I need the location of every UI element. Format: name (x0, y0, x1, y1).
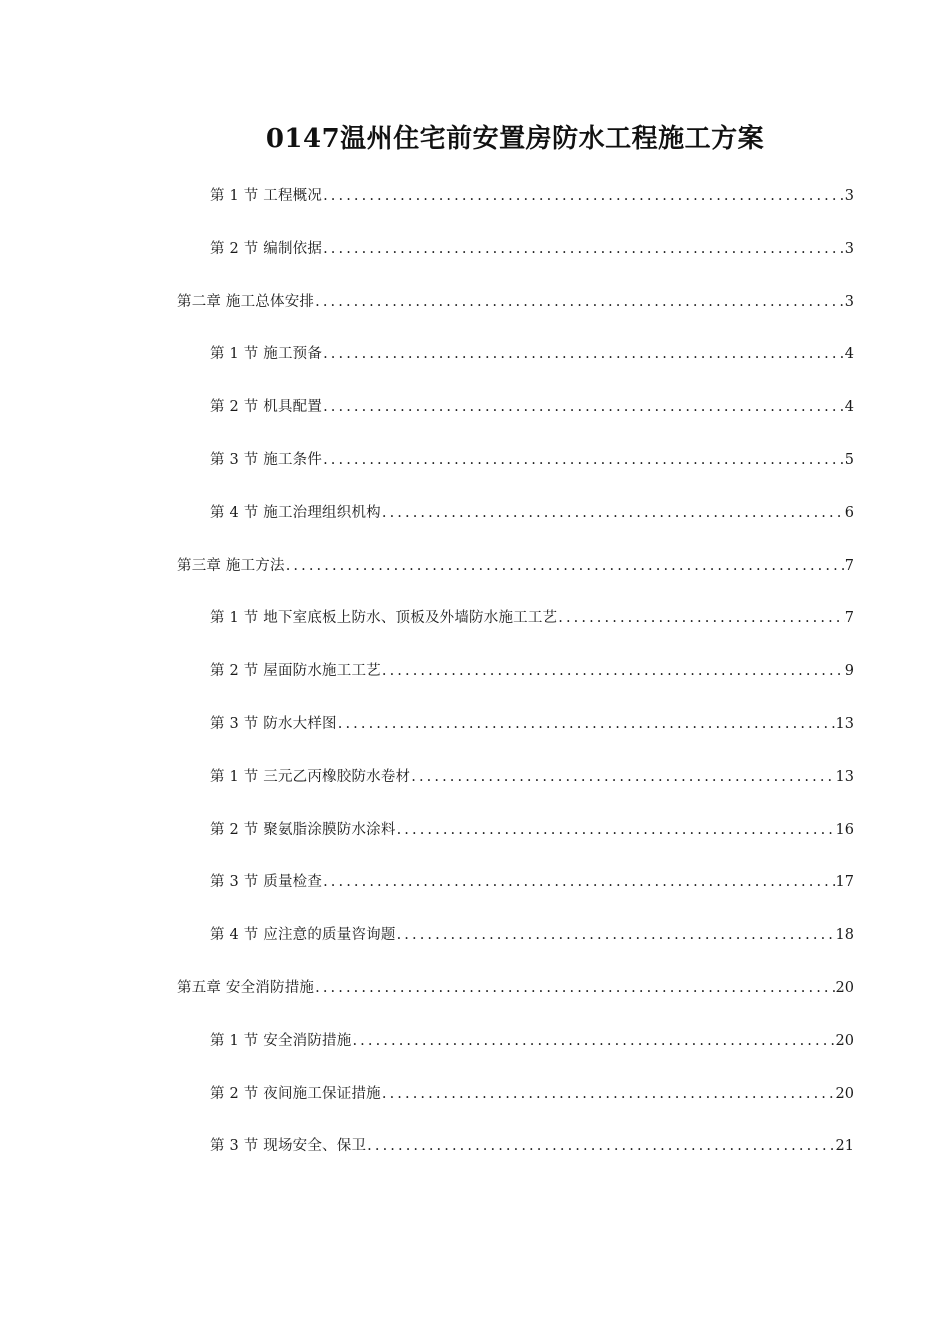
toc-section-entry[interactable] (210, 712, 854, 736)
toc-dot-leader (337, 712, 836, 736)
toc-page-number: 21 (835, 1138, 854, 1155)
toc-page-number: 13 (835, 768, 854, 785)
toc-dot-leader (322, 342, 845, 366)
toc-page-number: 13 (835, 716, 854, 732)
toc-dot-leader (381, 1082, 836, 1106)
toc-section-entry[interactable] (210, 659, 854, 683)
toc-dot-leader (351, 1029, 835, 1053)
toc-page-number: 6 (844, 504, 854, 521)
toc-section-entry[interactable] (210, 765, 854, 789)
toc-section-entry[interactable] (210, 1029, 854, 1053)
toc-entry-label: 第 2 节 夜间施工保证措施 (210, 1085, 381, 1102)
toc-chapter-entry[interactable] (177, 290, 854, 314)
toc-dot-leader (381, 659, 845, 683)
toc-page-number: 20 (835, 980, 854, 996)
toc-entry-label: 第三章 施工方法 (177, 557, 285, 574)
toc-entry-label: 第 2 节 编制依据 (210, 240, 323, 257)
toc-entry-label: 第 1 节 三元乙丙橡胶防水卷材 (210, 768, 411, 785)
toc-entry-label: 第 1 节 工程概况 (210, 188, 323, 204)
toc-page-number: 9 (844, 663, 854, 680)
toc-page-number: 4 (844, 346, 854, 363)
toc-chapter-entry[interactable] (177, 554, 854, 578)
toc-dot-leader (314, 290, 845, 314)
toc-dot-leader (322, 870, 835, 894)
toc-section-entry[interactable] (210, 395, 854, 419)
toc-dot-leader (410, 765, 835, 789)
toc-dot-leader (396, 818, 836, 842)
toc-dot-leader (396, 923, 836, 947)
toc-section-entry[interactable] (210, 448, 854, 472)
toc-section-entry[interactable] (210, 342, 854, 366)
toc-section-entry[interactable] (210, 1134, 854, 1158)
toc-entry-label: 第 3 节 防水大样图 (210, 716, 337, 732)
toc-entry-label: 第 3 节 质量检查 (210, 874, 323, 891)
toc-section-entry[interactable] (210, 818, 854, 842)
toc-dot-leader (366, 1134, 835, 1158)
toc-page-number: 5 (844, 452, 854, 468)
toc-page-number: 7 (844, 610, 854, 627)
toc-dot-leader (381, 501, 845, 525)
toc-page-number: 18 (835, 927, 854, 944)
toc-dot-leader (285, 554, 845, 578)
toc-page-number: 7 (844, 557, 854, 574)
toc-dot-leader (322, 395, 845, 419)
toc-entry-label: 第 4 节 应注意的质量咨询题 (210, 927, 396, 944)
toc-page-number: 3 (844, 240, 854, 257)
toc-entry-label: 第 1 节 地下室底板上防水、顶板及外墙防水施工工艺 (210, 610, 558, 627)
toc-section-entry[interactable] (210, 870, 854, 894)
toc-entry-label: 第 1 节 施工预备 (210, 346, 323, 363)
toc-dot-leader (322, 184, 845, 208)
toc-entry-label: 第 1 节 安全消防措施 (210, 1032, 352, 1049)
toc-section-entry[interactable] (210, 237, 854, 261)
toc-page-number: 3 (844, 293, 854, 310)
toc-dot-leader (322, 448, 845, 472)
toc-page-number: 3 (844, 188, 854, 204)
toc-section-entry[interactable] (210, 184, 854, 208)
toc-page-number: 20 (835, 1032, 854, 1049)
toc-entry-label: 第五章 安全消防措施 (177, 980, 315, 996)
toc-section-entry[interactable] (210, 923, 854, 947)
toc-entry-label: 第 2 节 机具配置 (210, 399, 323, 416)
toc-page-number: 4 (844, 399, 854, 416)
toc-dot-leader (314, 976, 835, 1000)
toc-entry-label: 第 3 节 施工条件 (210, 452, 323, 468)
toc-page-number: 20 (835, 1085, 854, 1102)
toc-entry-label: 第 2 节 聚氨脂涂膜防水涂料 (210, 821, 396, 838)
toc-section-entry[interactable] (210, 501, 854, 525)
toc-section-entry[interactable] (210, 606, 854, 630)
toc-page-number: 16 (835, 821, 854, 838)
toc-section-entry[interactable] (210, 1082, 854, 1106)
toc-dot-leader (322, 237, 845, 261)
toc-entry-label: 第二章 施工总体安排 (177, 293, 315, 310)
toc-page-number: 17 (835, 874, 854, 891)
toc-chapter-entry[interactable] (177, 976, 854, 1000)
toc-entry-label: 第 2 节 屋面防水施工工艺 (210, 663, 381, 680)
toc-dot-leader (557, 606, 845, 630)
toc-entry-label: 第 4 节 施工治理组织机构 (210, 504, 381, 521)
document-title: 0147温州住宅前安置房防水工程施工方案 (265, 124, 765, 154)
toc-entry-label: 第 3 节 现场安全、保卫 (210, 1138, 367, 1155)
